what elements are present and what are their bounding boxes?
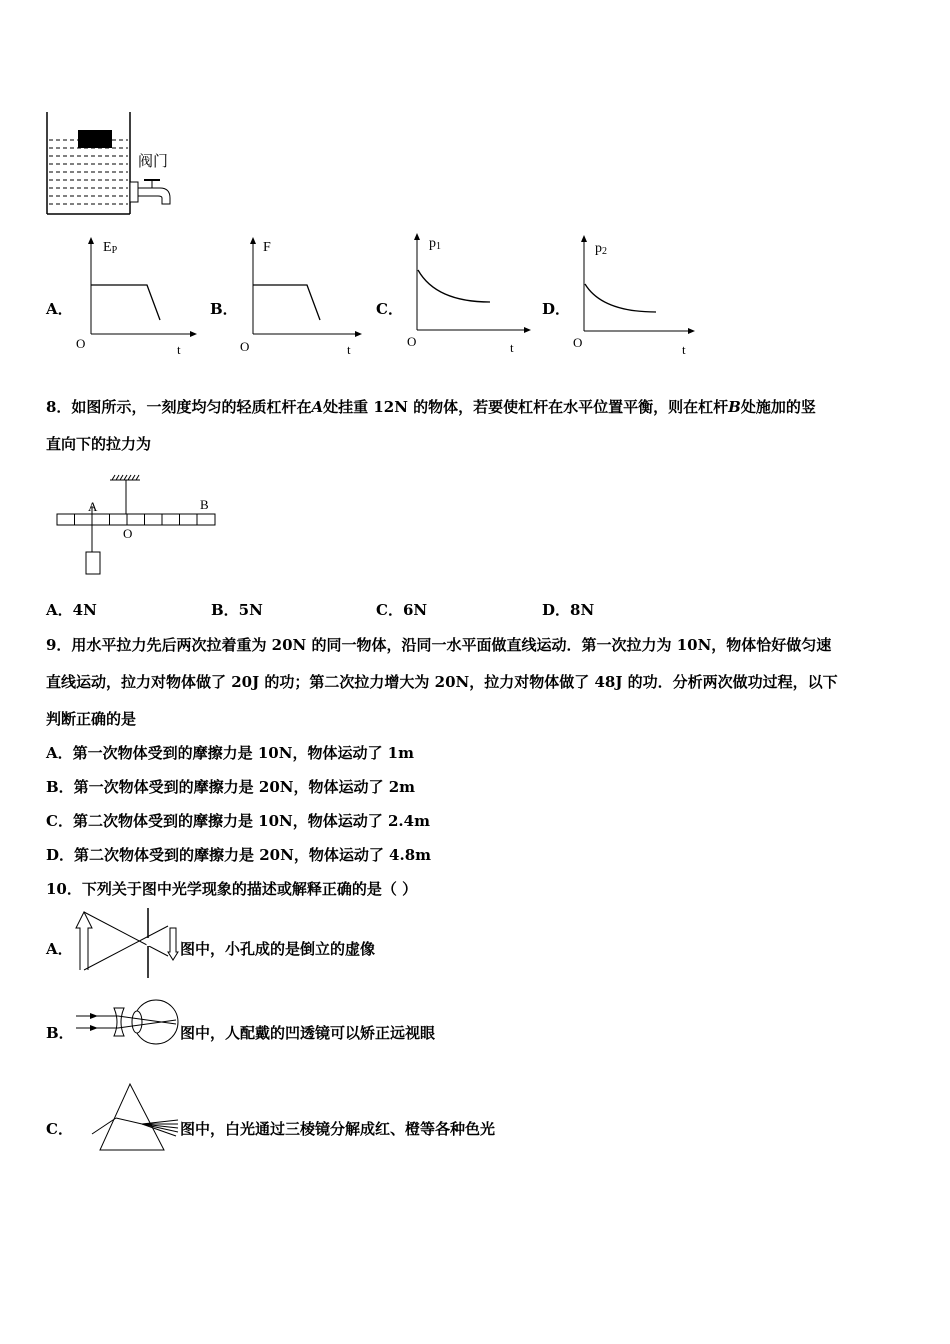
q7-option-b-letter: B． — [210, 300, 238, 318]
q7-d-ysub: 2 — [602, 246, 607, 257]
lever-label-b: B — [200, 497, 209, 512]
q7-c-origin: O — [407, 334, 417, 349]
q7-graph-d — [564, 234, 699, 359]
svg-text:p2 — [595, 241, 607, 257]
hanging-weight — [86, 552, 100, 574]
q10-option-b-letter: B． — [46, 1024, 74, 1042]
q7-a-ysub: P — [111, 245, 118, 256]
q10-option-b-text: 图中，人配戴的凹透镜可以矫正远视眼 — [180, 1024, 436, 1042]
eye-lens-figure — [76, 996, 180, 1050]
q10-option-c-text: 图中，白光通过三棱镜分解成红、橙等各种色光 — [180, 1120, 496, 1138]
q9-stem-line2: 直线运动，拉力对物体做了 20J 的功；第二次拉力增大为 20N，拉力对物体做了 48J 的功．分析两次做功过程，以下 — [46, 673, 838, 691]
q7-option-c-letter: C． — [376, 300, 403, 318]
q8-option-b: B．5N — [211, 601, 263, 619]
q9-option-a: A．第一次物体受到的摩擦力是 10N，物体运动了 1m — [46, 744, 414, 762]
q7-graph-b — [232, 234, 362, 359]
svg-text:EP — [103, 240, 118, 256]
q8-stem-line2: 直向下的拉力为 — [46, 435, 152, 453]
q9-option-d: D．第二次物体受到的摩擦力是 20N，物体运动了 4.8m — [46, 846, 432, 864]
valve-label: 阀门 — [138, 152, 169, 170]
q7-c-ylabel: p — [429, 236, 436, 251]
q7-d-origin: O — [573, 335, 583, 350]
q7-c-ysub: 1 — [436, 241, 441, 252]
q7-graph-c — [398, 232, 533, 357]
q7-d-ylabel: p — [595, 241, 602, 256]
q7-b-ylabel: F — [263, 240, 271, 255]
q8-option-a: A．4N — [46, 601, 97, 619]
q7-a-origin: O — [76, 336, 86, 351]
q7-option-d-letter: D． — [542, 300, 571, 318]
lever-figure — [50, 470, 220, 582]
q7-c-xlabel: t — [510, 340, 514, 355]
q9-option-b: B．第一次物体受到的摩擦力是 20N，物体运动了 2m — [46, 778, 416, 796]
q8-option-d: D．8N — [542, 601, 595, 619]
q9-stem-line3: 判断正确的是 — [46, 710, 137, 728]
q9-option-c: C．第二次物体受到的摩擦力是 10N，物体运动了 2.4m — [46, 812, 430, 830]
lever-label-o: O — [123, 526, 133, 541]
prism-figure — [82, 1080, 182, 1154]
q8-option-c: C．6N — [376, 601, 428, 619]
q10-option-a-text: 图中，小孔成的是倒立的虚像 — [180, 940, 376, 958]
q10-option-c-letter: C． — [46, 1120, 73, 1138]
q8-stem-line1: 8．如图所示，一刻度均匀的轻质杠杆在A处挂重 12N 的物体，若要使杠杆在水平位置平衡，则在杠杆B处施加的竖 — [46, 398, 816, 416]
floating-block — [78, 130, 112, 148]
lever-label-a: A — [88, 499, 98, 514]
q7-graph-a — [70, 234, 200, 359]
q9-stem-line1: 9．用水平拉力先后两次拉着重为 20N 的同一物体，沿同一水平面做直线运动．第一次拉力为 10N，物体恰好做匀速 — [46, 636, 832, 654]
svg-text:p1 — [429, 236, 441, 252]
q7-d-xlabel: t — [682, 342, 686, 357]
q10-option-a-letter: A． — [46, 940, 73, 958]
q7-a-ylabel: E — [103, 240, 112, 255]
q7-option-a-letter: A． — [46, 300, 73, 318]
pinhole-figure — [72, 908, 182, 978]
q10-stem: 10．下列关于图中光学现象的描述或解释正确的是（ ） — [46, 880, 418, 898]
q7-b-xlabel: t — [347, 342, 351, 357]
q7-b-origin: O — [240, 339, 250, 354]
q7-a-xlabel: t — [177, 342, 181, 357]
